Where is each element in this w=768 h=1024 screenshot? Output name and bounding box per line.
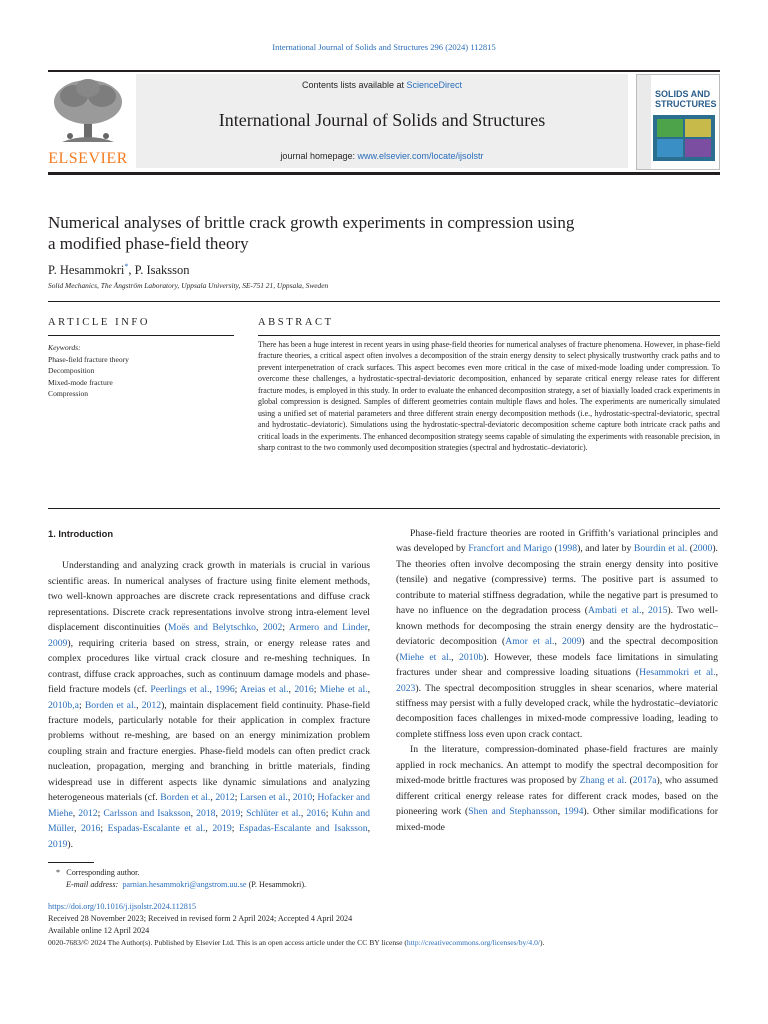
abstract-rule	[258, 335, 720, 336]
paragraph-text: ;	[234, 684, 241, 696]
journal-name: International Journal of Solids and Structures	[218, 110, 546, 130]
paragraph-text: ,	[641, 605, 649, 617]
citation-link[interactable]: Miehe et al.	[319, 684, 368, 696]
cover-title-line2: STRUCTURES	[655, 99, 717, 109]
citation-link[interactable]: 2012	[215, 792, 235, 804]
paragraph-text: ,	[554, 636, 562, 648]
paragraph-text: ,	[300, 807, 307, 819]
paragraph-text: ,	[209, 684, 216, 696]
citation-link[interactable]: 2010	[292, 792, 313, 804]
keyword-item: Mixed-mode fracture	[48, 377, 113, 387]
masthead-top-rule	[48, 70, 720, 72]
citation-link[interactable]: Zhang et al.	[579, 775, 627, 787]
email-footnote	[66, 879, 306, 890]
contents-prefix: Contents lists available at	[301, 80, 407, 90]
elsevier-wordmark: ELSEVIER	[48, 150, 128, 167]
paragraph-text: ,	[287, 792, 293, 804]
paragraph-text: ), and later by	[577, 543, 634, 555]
author-separator: ,	[128, 263, 135, 278]
paragraph-text: In the literature, compression-dominated phase-field fractures are mainly applied in rock mechanics. An attempt to modify the spectral decomposition for mixed-mode brittle fractures was proposed by	[396, 744, 718, 787]
citation-link[interactable]: Hofacker and Miehe	[48, 792, 370, 819]
paragraph-text: ) and the spectral decomposition (	[396, 636, 719, 663]
paragraph-text: ;	[234, 792, 240, 804]
citation-link[interactable]: 2018	[196, 807, 216, 819]
paragraph-text: ;	[78, 699, 85, 711]
homepage-prefix: journal homepage:	[280, 151, 358, 161]
journal-citation-link[interactable]: International Journal of Solids and Structures 296 (2024) 112815	[272, 42, 496, 52]
keyword-item: Phase-field fracture theory	[48, 354, 129, 364]
citation-link[interactable]: 2023	[396, 682, 416, 694]
paragraph-text: ,	[451, 651, 459, 663]
paragraph-text: ,	[256, 622, 263, 634]
email-link[interactable]: parnian.hesammokri@angstrom.uu.se	[122, 880, 247, 889]
license-link[interactable]: http://creativecommons.org/licenses/by/4.0/	[406, 938, 541, 947]
license-suffix: ).	[540, 938, 545, 947]
citation-link[interactable]: Peerlings et al.	[150, 684, 210, 696]
paragraph-text: ,	[367, 622, 370, 634]
citation-link[interactable]: 2015	[648, 605, 668, 617]
doi-link[interactable]: https://doi.org/10.1016/j.ijsolstr.2024.112815	[48, 902, 197, 911]
author-isaksson[interactable]: P. Isaksson	[134, 263, 190, 278]
citation-link[interactable]: Borden et al.	[160, 792, 211, 804]
citation-link[interactable]: Carlsson and Isaksson	[103, 807, 191, 819]
paragraph-text: ,	[288, 684, 295, 696]
homepage-link[interactable]: www.elsevier.com/locate/ijsolstr	[357, 151, 484, 161]
keywords-block	[48, 342, 234, 400]
corresponding-footnote	[56, 867, 139, 878]
email-label: E-mail address:	[66, 880, 119, 889]
abstract-heading: ABSTRACT	[258, 317, 334, 328]
paragraph-text: ;	[325, 807, 332, 819]
paragraph-text: ). The spectral decomposition struggles in shear scenarios, where material stiffness may persist with a fully developed crack, while the hydrostatic–deviatoric decomposition faces challenges in mixed-mode compressive loading, leading to complete stiffness loss even upon crack contact.	[396, 682, 718, 740]
paragraph-text: ). Two well-known methods for decomposing the strain energy density are the hydrostatic–deviatoric decomposition (	[396, 605, 718, 648]
citation-link[interactable]: Armero and Linder	[289, 622, 368, 634]
footnote-rule	[48, 862, 94, 863]
paragraph-text: ;	[100, 823, 108, 835]
paragraph-text: Phase-field fracture theories are rooted in Griffith’s variational principles and was developed by	[396, 528, 718, 555]
paragraph-text: ,	[73, 823, 81, 835]
article-title-line1: Numerical analyses of brittle crack growth experiments in compression using	[48, 213, 575, 232]
paragraph-text: ,	[367, 823, 371, 835]
paragraph-text: (	[626, 775, 633, 787]
paragraph-text: ). However, these models face limitations in simulating fractures under shear and compressive loading situations (	[396, 651, 718, 679]
paragraph-text: (	[551, 543, 558, 555]
paragraph-text: ,	[72, 807, 79, 819]
citation-link[interactable]: Kuhn and Müller	[48, 807, 371, 835]
section-divider	[48, 301, 720, 302]
paragraph-text: ,	[136, 699, 142, 711]
paragraph-text: ;	[240, 807, 247, 819]
paragraph-text: ,	[205, 823, 213, 835]
paragraph-text: Understanding and analyzing crack growth in materials is crucial in various scientific areas. In numerical analyses of fracture using finite element methods, two well-known approaches are discrete crack representations and diffuse crack representations. Discrete crack representations involve strong intra-element level displacement discontinuities (	[48, 560, 370, 634]
received-dates: Received 28 November 2023; Received in revised form 2 April 2024; Accepted 4 April 2024	[48, 914, 353, 923]
author-list	[48, 262, 190, 278]
paragraph-text: ,	[557, 806, 565, 818]
journal-cover-thumbnail[interactable]	[636, 74, 720, 170]
paragraph-text: ;	[282, 622, 289, 634]
citation-link[interactable]: Miehe et al.	[399, 651, 452, 663]
citation-link[interactable]: 2016	[306, 807, 326, 819]
citation-link[interactable]: Bourdin et al.	[633, 543, 688, 555]
homepage-line	[136, 151, 628, 161]
paragraph-text: ), requiring criteria based on stress, strain, or energy release rates and complex procedures like virtual crack closure and re-meshing techniques. In contrast, diffuse crack approaches, such as continuum damage models and phase-field fracture models (cf.	[48, 637, 370, 696]
keyword-item: Decomposition	[48, 366, 95, 375]
intro-paragraph	[48, 558, 370, 852]
abstract-text: There has been a huge interest in recent years in using phase-field theories for numerical analyses of fracture phenomena. However, in phase-field fracture theories, a critical aspect often involves a decomposition of the strain energy density to select physically trustworthy crack paths and to prevent interpenetration of crack surfaces. This aspect becomes even more critical in the case of mixed-mode loading under compression. To overcome these challenges, a hydrostatic-spectral-deviatoric decomposition, enhanced by separate critical energy release rates for different fracture modes, is employed in this study. In order to evaluate the enhanced decomposition strategy, a set of biaxially loaded crack experiments in global compression is designed. Samples of different geometries contain multiple flaws and holes. The experiments are numerically simulated using a unified set of material parameters and three different strain energy decomposition methods (i.e., hydrostatic-spectral-deviatoric, spectral and hydrostatic–deviatoric). Simulations using the hydrostatic-spectral-deviatoric decomposition scheme capture both intricate crack paths and critical loads in the experiments. The enhanced decomposition strategy seems capable of simulating the experiments with reasonable precision, in sharp contrast to the two commonly used decomposition strategies (spectral and hydrostatic–deviatoric).	[258, 340, 720, 453]
citation-link[interactable]: Borden et al.	[84, 699, 137, 711]
footnote-text: Corresponding author.	[66, 868, 140, 877]
citation-link[interactable]: 2019	[220, 807, 241, 819]
author-hesammokri[interactable]: P. Hesammokri	[48, 263, 125, 278]
paragraph-text: (	[687, 543, 693, 555]
citation-link[interactable]: 2012	[141, 699, 162, 711]
license-prefix: 0020-7683/© 2024 The Author(s). Published by Elsevier Ltd. This is an open access article under the CC BY license (	[48, 938, 407, 947]
intro-paragraph	[396, 526, 718, 742]
citation-link[interactable]: 2009	[48, 637, 68, 649]
intro-paragraph	[396, 742, 718, 835]
citation-link[interactable]: Espadas-Escalante and Isaksson	[238, 823, 368, 835]
citation-link[interactable]: Shen and Stephansson	[468, 806, 558, 818]
article-title	[48, 212, 688, 254]
paragraph-text: ). The theories often involve decomposing the strain energy density into positive (tensile) and negative (compressive) terms. The positive part is assumed to contribute to material stiffness degradation, while the negative part is presumed to have no influence on the degradation process (	[396, 543, 718, 617]
citation-link[interactable]: Francfort and Marigo	[468, 543, 552, 555]
citation-link[interactable]: 2019	[48, 838, 68, 850]
citation-link[interactable]: Areias et al.	[240, 684, 289, 696]
keyword-item: Compression	[48, 389, 89, 398]
sciencedirect-link[interactable]: ScienceDirect	[406, 80, 463, 90]
citation-link[interactable]: Espadas-Escalante et al.	[107, 823, 206, 835]
paragraph-text: ,	[190, 807, 197, 819]
affiliation: Solid Mechanics, The Ångström Laboratory, Uppsala University, SE-751 21, Uppsala, Sweden	[48, 281, 329, 290]
citation-link[interactable]: Hesammokri et al.	[639, 667, 716, 679]
online-date: Available online 12 April 2024	[48, 926, 150, 935]
citation-link[interactable]: 2016	[294, 684, 314, 696]
citation-link[interactable]: 2016	[81, 823, 101, 835]
article-info-rule	[48, 335, 234, 336]
paragraph-text: ,	[367, 684, 370, 696]
paragraph-text: ,	[715, 667, 718, 679]
email-suffix: (P. Hesammokri).	[246, 880, 307, 889]
citation-link[interactable]: 2019	[212, 823, 232, 835]
paragraph-text: ,	[210, 792, 216, 804]
citation-link[interactable]: 2010b,a	[48, 699, 79, 711]
corresponding-author-mark[interactable]: *	[124, 262, 129, 271]
abstract-bottom-rule	[48, 508, 720, 509]
citation-link[interactable]: 2012	[78, 807, 98, 819]
citation-link[interactable]: Ambati et al.	[587, 605, 642, 617]
citation-link[interactable]: 1998	[557, 543, 578, 555]
article-info-heading: ARTICLE INFO	[48, 317, 151, 328]
paragraph-text: ;	[312, 792, 318, 804]
citation-link[interactable]: 2017a	[632, 775, 657, 787]
citation-link[interactable]: 2009	[561, 636, 582, 648]
footnote-mark: *	[56, 868, 61, 877]
citation-link[interactable]: 2010b	[458, 651, 484, 663]
paragraph-text: ), who assumed different critical energy release rates for different crack modes, based on the pioneering work (	[396, 775, 718, 818]
elsevier-tree-icon	[48, 76, 128, 148]
keywords-label: Keywords:	[48, 343, 81, 352]
paragraph-text: ), maintain displacement field continuity. Phase-field fracture models, particularly notable for their application in complex fracture problems without re-meshing, are based on an energy minimization problem coupling strain and fracture energies. Phase-field models can often predict crack nucleation, propagation, merging and branching in brittle materials, finding widespread use in different aspects like dynamic simulations and analyzing heterogeneous materials (cf.	[48, 699, 370, 804]
citation-link[interactable]: Larsen et al.	[239, 792, 288, 804]
paragraph-text: ,	[215, 807, 221, 819]
cover-title-line1: SOLIDS AND	[655, 89, 711, 99]
masthead-bottom-rule	[48, 172, 720, 175]
paragraph-text: ). Other similar modifications for mixed-mode	[396, 806, 718, 833]
introduction-heading: 1. Introduction	[48, 528, 114, 539]
paragraph-text: ;	[97, 807, 104, 819]
citation-link[interactable]: 2000	[692, 543, 713, 555]
paragraph-text: ;	[231, 823, 239, 835]
license-line	[48, 937, 544, 948]
citation-link[interactable]: 1994	[564, 806, 584, 818]
paragraph-text: ).	[67, 838, 74, 850]
body-column-right	[396, 526, 718, 835]
paragraph-text: ;	[313, 684, 320, 696]
citation-link[interactable]: 1996	[215, 684, 235, 696]
citation-link[interactable]: 2002	[262, 622, 283, 634]
article-title-line2: a modified phase-field theory	[48, 234, 249, 253]
citation-link[interactable]: Moës and Belytschko	[167, 622, 257, 634]
citation-link[interactable]: Schlüter et al.	[246, 807, 301, 819]
citation-link[interactable]: Amor et al.	[505, 636, 555, 648]
contents-line	[136, 80, 628, 90]
body-column-left	[48, 526, 370, 852]
